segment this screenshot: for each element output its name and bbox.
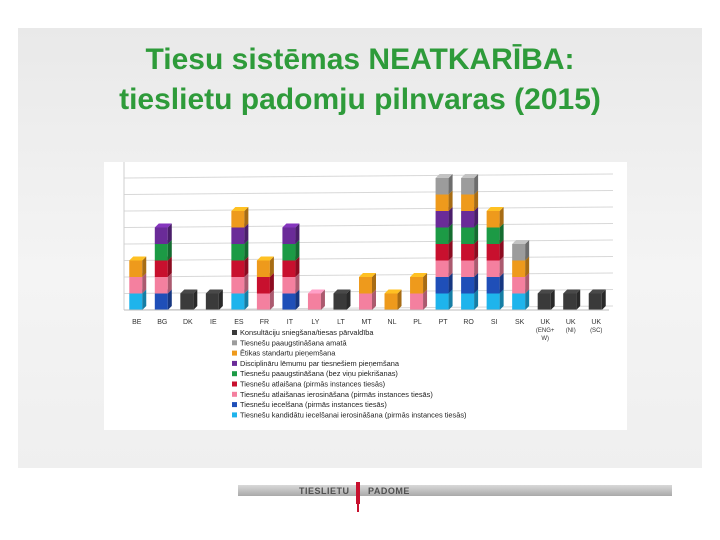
gridline — [124, 174, 613, 178]
x-tick-label: (SC) — [590, 328, 603, 334]
bar-segment-front — [129, 261, 142, 278]
bar-segment — [538, 290, 555, 311]
bar-segment-front — [155, 294, 168, 311]
bar-segment-front — [155, 244, 168, 261]
bar-segment-front — [333, 294, 346, 311]
bar-segment-front — [231, 261, 244, 278]
legend-swatch — [232, 382, 237, 387]
bar-segment-front — [282, 261, 295, 278]
stacked-bar-chart — [104, 162, 627, 430]
bar-segment-front — [461, 195, 474, 212]
bar-segment-front — [282, 244, 295, 261]
bar-segment-front — [155, 261, 168, 278]
bar-segment-front — [231, 294, 244, 311]
bar-segment — [155, 224, 172, 245]
bar-segment — [589, 290, 606, 311]
legend-entry — [232, 369, 398, 378]
bar-segment-front — [308, 294, 321, 311]
x-tick-label: UK — [565, 319, 576, 326]
bar-segment-front — [231, 228, 244, 245]
bar-segment-front — [155, 277, 168, 294]
bar-segment-front — [129, 277, 142, 294]
legend-label: Tiesnešu atlaišana (pirmās instances tiesās) — [240, 379, 386, 389]
legend-swatch — [232, 330, 237, 335]
bar-segment-front — [461, 178, 474, 195]
x-tick-label: IT — [286, 319, 294, 326]
x-tick-label: NL — [387, 319, 397, 326]
bar-segment — [257, 257, 274, 278]
x-tick-label: UK — [540, 319, 551, 326]
bar-segment-front — [231, 211, 244, 228]
bar-segment — [436, 174, 453, 195]
bar-segment-front — [461, 294, 474, 311]
legend-label: Tiesnešu paaugstināšana amatā — [240, 338, 347, 348]
x-tick-label: IE — [210, 319, 217, 326]
bar-segment-front — [589, 294, 602, 311]
legend-swatch — [232, 371, 237, 376]
x-tick-label: MT — [361, 319, 372, 326]
bar-segment — [410, 273, 427, 294]
bar-segment-front — [206, 294, 219, 311]
x-tick-label: (ENG+ — [535, 328, 555, 334]
bar-segment-front — [155, 228, 168, 245]
x-tick-label: PL — [413, 319, 422, 326]
slide-title-line1: Tiesu sistēmas NEATKARĪBA: — [145, 43, 575, 76]
x-tick-label: ES — [234, 319, 244, 326]
gridline — [124, 191, 613, 195]
bar-segment-front — [487, 244, 500, 261]
x-tick-label: LY — [311, 319, 320, 326]
bar-segment-front — [282, 277, 295, 294]
legend-label: Disciplināru lēmumu par tiesnešiem pieņemšana — [240, 358, 399, 368]
gridline — [124, 240, 613, 244]
bar-segment — [282, 224, 299, 245]
bar-segment-front — [257, 261, 270, 278]
bar-segment — [359, 273, 376, 294]
x-tick-label: (NI) — [565, 328, 576, 334]
bar-segment-front — [257, 294, 270, 311]
x-tick-label: UK — [591, 319, 602, 326]
legend-entry — [232, 400, 387, 409]
bar-segment — [563, 290, 580, 311]
legend-swatch — [232, 412, 237, 417]
bar-segment-front — [385, 294, 398, 311]
bar-segment — [231, 207, 248, 228]
bar-segment-front — [487, 294, 500, 311]
x-tick-label: SI — [490, 319, 498, 326]
bar-segment — [308, 290, 325, 311]
bar-segment-front — [282, 294, 295, 311]
x-tick-label: BG — [157, 319, 168, 326]
bar-segment — [385, 290, 402, 311]
bar-segment-front — [461, 277, 474, 294]
footer-logo-left-text: TIESLIETU — [299, 486, 350, 496]
bar-segment-front — [436, 261, 449, 278]
x-tick-label: PT — [438, 319, 448, 326]
legend-label: Ētikas standartu pieņemšana — [240, 348, 336, 358]
bar-segment-front — [563, 294, 576, 311]
legend-swatch — [232, 392, 237, 397]
legend-entry — [232, 410, 467, 419]
bar-segment-front — [410, 277, 423, 294]
bar-segment-front — [487, 228, 500, 245]
bar-segment-front — [436, 228, 449, 245]
bar-segment-front — [436, 195, 449, 212]
gridline — [124, 257, 613, 261]
x-tick-label: LT — [337, 319, 345, 326]
legend-label: Tiesnešu atlaišanas ierosināšana (pirmās instances tiesās) — [240, 389, 433, 399]
bar-segment-front — [436, 178, 449, 195]
bar-segment-front — [282, 228, 295, 245]
gridline — [124, 207, 613, 211]
bar-segment — [461, 174, 478, 195]
bar-segment-front — [436, 277, 449, 294]
bar-segment — [512, 240, 529, 261]
bar-segment — [129, 257, 146, 278]
legend-entry — [232, 359, 400, 368]
bar-segment — [180, 290, 197, 311]
bar-segment-front — [257, 277, 270, 294]
legend-swatch — [232, 361, 237, 366]
legend-swatch — [232, 340, 237, 345]
bar-segment-front — [436, 244, 449, 261]
bar-segment-front — [231, 244, 244, 261]
legend-entry — [232, 328, 374, 337]
x-tick-label: FR — [259, 319, 270, 326]
legend-entry — [232, 390, 433, 399]
bar-segment-front — [231, 277, 244, 294]
bar-segment-front — [538, 294, 551, 311]
x-tick-label: DK — [182, 319, 193, 326]
bar-segment-front — [359, 294, 372, 311]
bar-segment-front — [512, 294, 525, 311]
legend-swatch — [232, 351, 237, 356]
bar-segment-front — [487, 211, 500, 228]
x-tick-label: W) — [541, 336, 550, 342]
bar-segment-front — [180, 294, 193, 311]
bar-segment-front — [461, 244, 474, 261]
bar-segment-front — [359, 277, 372, 294]
bar-segment-front — [461, 228, 474, 245]
gridline — [124, 224, 613, 228]
bar-segment-front — [512, 261, 525, 278]
legend-entry — [232, 349, 336, 358]
bar-segment-front — [461, 261, 474, 278]
legend-entry — [232, 338, 347, 347]
legend-entry — [232, 380, 385, 389]
legend-label: Tiesnešu kandidātu iecelšanai ierosināšana (pirmās instances tiesās) — [240, 410, 467, 420]
bar-segment — [487, 207, 504, 228]
bar-segment-front — [436, 294, 449, 311]
bar-segment — [333, 290, 350, 311]
bar-segment-front — [129, 294, 142, 311]
legend-label: Tiesnešu iecelšana (pirmās instances tiesās) — [240, 400, 387, 410]
bar-segment-front — [487, 261, 500, 278]
council-emblem-icon — [352, 482, 364, 512]
bar-segment-front — [436, 211, 449, 228]
x-tick-label: RO — [463, 319, 474, 326]
bar-segment-front — [512, 244, 525, 261]
bar-segment — [206, 290, 223, 311]
legend-label: Konsultāciju sniegšana/tiesas pārvaldība — [240, 328, 374, 337]
x-tick-label: SK — [514, 319, 525, 326]
legend-swatch — [232, 402, 237, 407]
bar-segment-front — [512, 277, 525, 294]
chart-panel — [104, 162, 627, 430]
bar-segment-front — [487, 277, 500, 294]
footer-logo-right-text: PADOME — [368, 486, 410, 496]
legend-label: Tiesnešu paaugstināšana (bez viņu piekrišanas) — [240, 369, 398, 379]
bar-segment-front — [410, 294, 423, 311]
x-tick-label: BE — [132, 319, 142, 326]
bar-segment-front — [461, 211, 474, 228]
slide-title-line2: tieslietu padomju pilnvaras (2015) — [119, 83, 601, 116]
